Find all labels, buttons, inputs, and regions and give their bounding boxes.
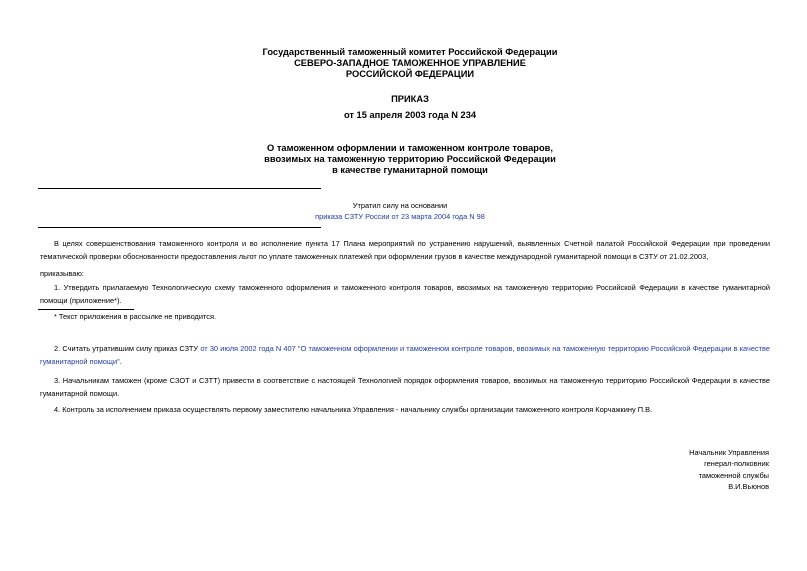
signature-name: В.И.Вьюнов	[728, 482, 769, 492]
department-line-1: СЕВЕРО-ЗАПАДНОЕ ТАМОЖЕННОЕ УПРАВЛЕНИЕ	[294, 58, 526, 68]
item-1-paragraph: 1. Утвердить прилагаемую Технологическую схему таможенного оформления и таможенного контроля товаров, ввозимых на таможенную территорию Российской Федерации в качестве гуманитарной помощи (приложение*).	[40, 283, 770, 305]
status-note-link[interactable]: приказа СЗТУ России от 23 марта 2004 года N 98	[315, 212, 485, 221]
department-line-2: РОССИЙСКОЙ ФЕДЕРАЦИИ	[345, 69, 475, 79]
doc-type: ПРИКАЗ	[391, 94, 429, 104]
footnote-text: * Текст приложения в рассылке не приводится.	[54, 312, 217, 321]
doc-date-number: от 15 апреля 2003 года N 234	[343, 110, 477, 120]
doc-title-line-2: ввозимых на таможенную территорию Российской Федерации	[264, 154, 556, 164]
item-4-paragraph: 4. Контроль за исполнением приказа осуществлять первому заместителю начальника Управления - начальнику службы организации таможенного контроля Корчажкину П.В.	[54, 405, 653, 414]
signature-rank: генерал-полковник	[704, 459, 769, 469]
item-2-paragraph	[40, 343, 770, 368]
signature-service: таможенной службы	[698, 470, 769, 480]
doc-title-line-1: О таможенном оформлении и таможенном контроле товаров,	[267, 143, 553, 153]
item-3-paragraph: 3. Начальникам таможен (кроме СЗОТ и СЗТТ) привести в соответствие с настоящей Технологией порядок оформления товаров, ввозимых на таможенную территорию Российской Федерации в качестве гуманитарной помощи.	[40, 376, 770, 398]
committee-name: Государственный таможенный комитет Российской Федерации	[262, 47, 558, 57]
status-note-text: Утратил силу на основании	[352, 201, 448, 210]
signature-block	[689, 447, 769, 493]
signature-position: Начальник Управления	[689, 448, 769, 457]
separator-top	[38, 188, 321, 189]
doc-title-line-3: в качестве гуманитарной помощи	[332, 165, 488, 175]
item-2-link[interactable]: от 30 июля 2002 года N 407 "О таможенном оформлении и таможенном контроле товаров, ввозимых на таможенную территорию Российской Федерации в качестве гуманитарной помощи"	[40, 344, 771, 366]
footnote-rule	[38, 309, 134, 310]
item-2-prefix: 2. Считать утратившим силу приказ СЗТУ	[54, 344, 199, 353]
separator-bottom	[38, 227, 321, 228]
item-2-suffix: .	[119, 356, 122, 366]
preamble-paragraph: В целях совершенствования таможенного контроля и во исполнение пункта 17 Плана мероприятий по устранению нарушений, выявленных Счетной палатой Российской Федерации при проведении тематической проверки обоснованности предоставления льгот по уплате таможенных платежей при оформлении грузов в качестве международной гуманитарной помощи в СЗТУ от 21.02.2003,	[40, 239, 770, 261]
order-word: приказываю:	[40, 269, 84, 278]
